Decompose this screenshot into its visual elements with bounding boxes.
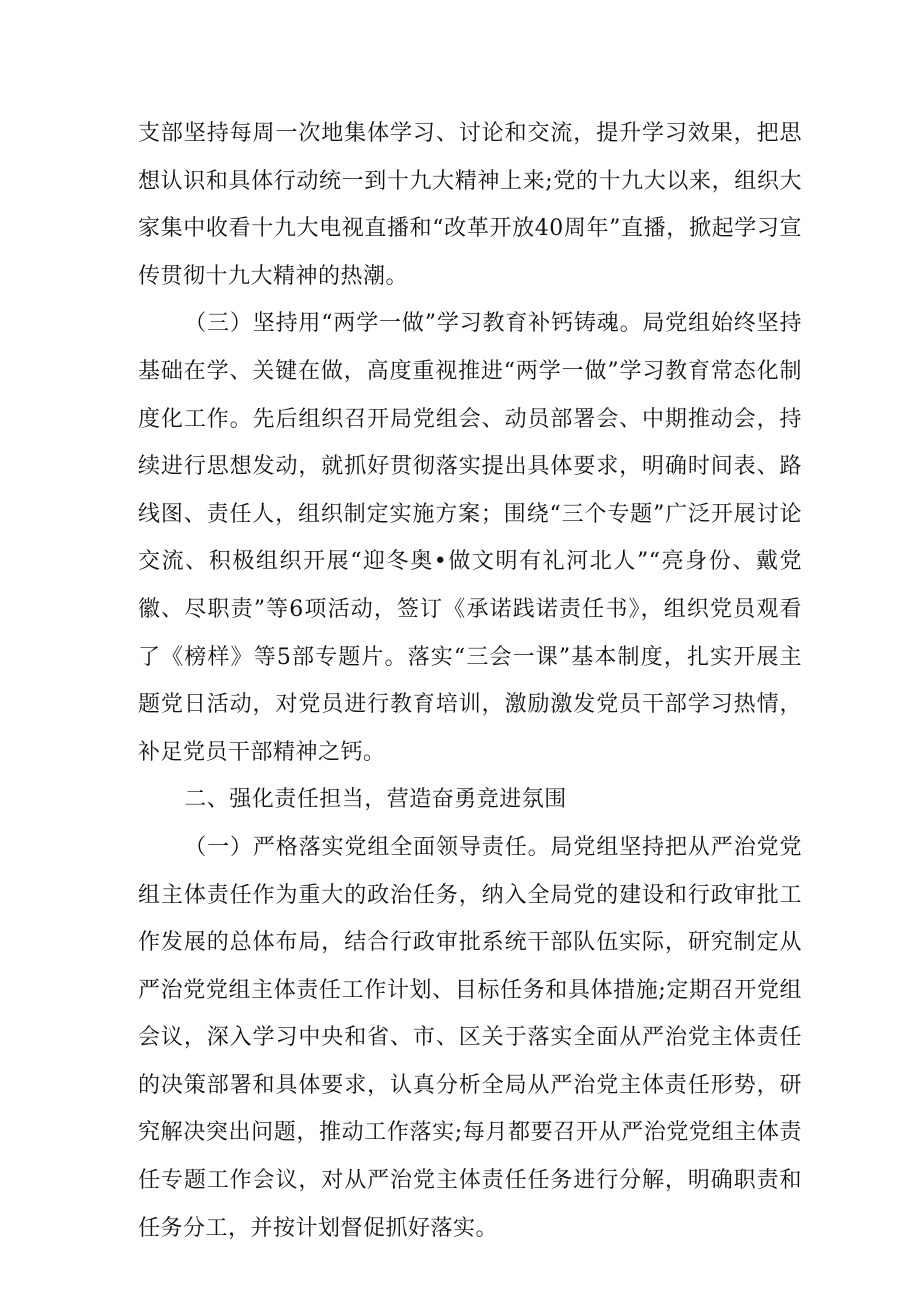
- paragraph-section-three: （三）坚持用“两学一做”学习教育补钙铸魂。局党组始终坚持基础在学、关键在做，高度重视推进“两学一做”学习教育常态化制度化工作。先后组织召开局党组会、动员部署会、中期推动会，持续进行思想发动，就抓好贯彻落实提出具体要求，明确时间表、路线图、责任人，组织制定实施方案；围绕“三个专题”广泛开展讨论交流、积极组织开展“迎冬奥•做文明有礼河北人”“亮身份、戴党徽、尽职责”等6项活动，签订《承诺践诺责任书》，组织党员观看了《榜样》等5部专题片。落实“三会一课”基本制度，扎实开展主题党日活动，对党员进行教育培训，激励激发党员干部学习热情，补足党员干部精神之钙。: [138, 311, 802, 765]
- document-body: [138, 110, 802, 1252]
- paragraph-continuation: 支部坚持每周一次地集体学习、讨论和交流，提升学习效果，把思想认识和具体行动统一到十九大精神上来;党的十九大以来，组织大家集中收看十九大电视直播和“改革开放40周年”直播，掀起学习宣传贯彻十九大精神的热潮。: [138, 121, 802, 289]
- section-heading-two: 二、强化责任担当，营造奋勇竞进氛围: [184, 787, 567, 813]
- paragraph-section-two-one: （一）严格落实党组全面领导责任。局党组坚持把从严治党党组主体责任作为重大的政治任务，纳入全局党的建设和行政审批工作发展的总体布局，结合行政审批系统干部队伍实际，研究制定从严治党党组主体责任工作计划、目标任务和具体措施;定期召开党组会议，深入学习中央和省、市、区关于落实全面从严治党主体责任的决策部署和具体要求，认真分析全局从严治党主体责任形势，研究解决突出问题，推动工作落实;每月都要召开从严治党党组主体责任专题工作会议，对从严治党主体责任任务进行分解，明确职责和任务分工，并按计划督促抓好落实。: [138, 834, 802, 1241]
